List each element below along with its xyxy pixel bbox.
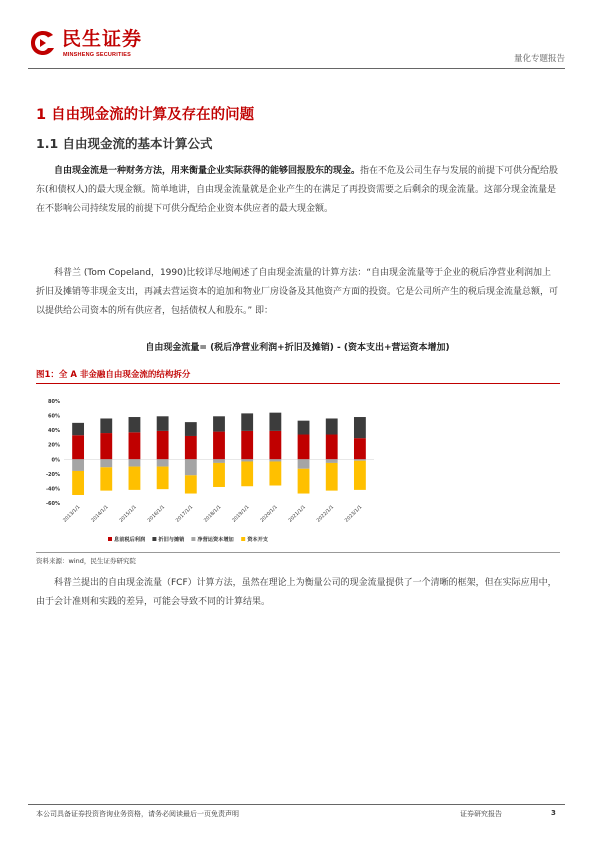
bar-segment (72, 423, 84, 435)
bar-segment (326, 435, 338, 460)
bar-segment (241, 461, 253, 486)
x-tick-label: 2021/1/1 (288, 504, 307, 524)
x-tick-label: 2014/1/1 (90, 504, 110, 524)
bar-segment (213, 463, 225, 487)
paragraph-definition (36, 162, 560, 219)
bar-segment (157, 431, 169, 459)
page-header (28, 22, 565, 72)
bar-segment (213, 432, 225, 460)
legend-swatch (108, 537, 112, 541)
bar-segment (100, 418, 112, 433)
bar-segment (213, 459, 225, 463)
x-tick-label: 2013/1/1 (62, 504, 82, 524)
fcf-structure-chart (36, 387, 376, 545)
brand-name: 民生证券 (62, 28, 143, 50)
footer-divider (28, 804, 565, 805)
bar-segment (185, 459, 197, 475)
legend-swatch (191, 537, 195, 541)
footer-disclaimer: 本公司具备证券投资咨询业务资格，请务必阅读最后一页免责声明 (36, 810, 239, 818)
bar-segment (185, 436, 197, 459)
bar-segment (241, 459, 253, 461)
bar-segment (298, 435, 310, 460)
x-tick-label: 2019/1/1 (231, 504, 251, 524)
document-type: 量化专题报告 (513, 54, 565, 64)
bar-segment (241, 431, 253, 459)
bar-segment (100, 467, 112, 490)
bar-segment (185, 475, 197, 493)
footer-report-type: 证券研究报告 (460, 810, 502, 818)
bar-segment (72, 471, 84, 495)
y-tick-label: -40% (45, 486, 60, 493)
bar-segment (157, 459, 169, 466)
paragraph-copeland: 科普兰 (Tom Copeland，1990)比较详尽地阐述了自由现金流量的计算方法：“自由现金流量等于企业的税后净营业利润加上折旧及摊销等非现金支出，再减去营运资本的追加和物业厂房设备及其他资产方面的投资。它是公司所产生的税后现金流量总额，可以提供给公司资本的所有供应者，包括债权人和股东。” 即： (36, 268, 559, 316)
y-tick-label: 60% (48, 413, 60, 420)
x-tick-label: 2015/1/1 (119, 504, 138, 524)
figure-title-rule (36, 383, 560, 384)
bar-segment (213, 416, 225, 431)
bar-segment (129, 467, 141, 490)
figure-source: 资料来源：wind，民生证券研究院 (36, 557, 136, 565)
bar-segment (326, 459, 338, 463)
y-tick-label: 0% (51, 457, 60, 464)
legend-swatch (241, 537, 245, 541)
bar-segment (72, 435, 84, 459)
section-heading: 1 自由现金流的计算及存在的问题 (36, 107, 255, 123)
subsection-heading: 1.1 自由现金流的基本计算公式 (36, 136, 213, 151)
legend-label: 资本开支 (247, 537, 268, 543)
definition-body: 指在不危及公司生存与发展的前提下可供分配给股东(和债权人)的最大现金额。简单地讲，自由现金流量就是企业产生的在满足了再投资需要之后剩余的现金流量。这部分现金流量是在不影响公司持续发展的前提下可供分配给企业资本供应者的最大现金额。 (36, 166, 559, 214)
x-tick-label: 2023/1/1 (344, 504, 364, 524)
bar-segment (298, 421, 310, 435)
bar-segment (269, 461, 281, 485)
legend-label: 净营运资本增加 (197, 537, 234, 543)
x-tick-label: 2022/1/1 (316, 504, 336, 524)
bar-segment (185, 422, 197, 436)
y-tick-label: 40% (48, 428, 60, 435)
bar-segment (326, 418, 338, 434)
figure-bottom-rule (36, 552, 560, 553)
definition-lead: 自由现金流是一种财务方法，用来衡量企业实际获得的能够回报股东的现金。 (54, 166, 361, 176)
bar-segment (100, 459, 112, 467)
x-tick-label: 2020/1/1 (260, 504, 279, 524)
bar-segment (269, 431, 281, 459)
bar-segment (129, 432, 141, 459)
bar-segment (100, 433, 112, 459)
y-tick-label: 80% (48, 399, 60, 405)
bar-segment (298, 469, 310, 494)
brand-name-en: MINSHENG SECURITIES (63, 52, 131, 58)
bar-segment (269, 459, 281, 461)
bar-segment (354, 459, 366, 460)
figure-title: 图1：全 A 非金融自由现金流的结构拆分 (36, 370, 191, 380)
header-divider (28, 68, 565, 69)
bar-segment (269, 413, 281, 431)
page-number: 3 (551, 809, 556, 817)
bar-segment (354, 417, 366, 438)
x-tick-label: 2016/1/1 (147, 504, 167, 524)
bar-segment (129, 417, 141, 432)
bar-segment (241, 413, 253, 430)
bar-segment (157, 467, 169, 490)
y-tick-label: -20% (45, 471, 60, 478)
bar-segment (72, 459, 84, 471)
paragraph-conclusion: 科普兰提出的自由现金流量（FCF）计算方法，虽然在理论上为衡量公司的现金流量提供了一个清晰的框架，但在实际应用中，由于会计准则和实践的差异，可能会导致不同的计算结果。 (36, 578, 557, 607)
legend-label: 折旧与摊销 (158, 537, 185, 543)
bar-segment (354, 438, 366, 459)
bar-segment (326, 463, 338, 491)
legend-swatch (152, 537, 156, 541)
bar-segment (129, 459, 141, 466)
legend-label: 息前税后利润 (114, 537, 146, 543)
x-tick-label: 2018/1/1 (203, 504, 223, 524)
y-tick-label: -60% (45, 501, 60, 507)
minsheng-logo-icon (28, 28, 58, 58)
x-tick-label: 2017/1/1 (175, 504, 195, 524)
bar-segment (298, 459, 310, 468)
bar-segment (157, 416, 169, 431)
y-tick-label: 20% (48, 442, 60, 449)
bar-segment (354, 461, 366, 490)
fcf-formula: 自由现金流量= (税后净营业利润+折旧及摊销) - (资本支出+营运资本增加) (145, 343, 450, 353)
